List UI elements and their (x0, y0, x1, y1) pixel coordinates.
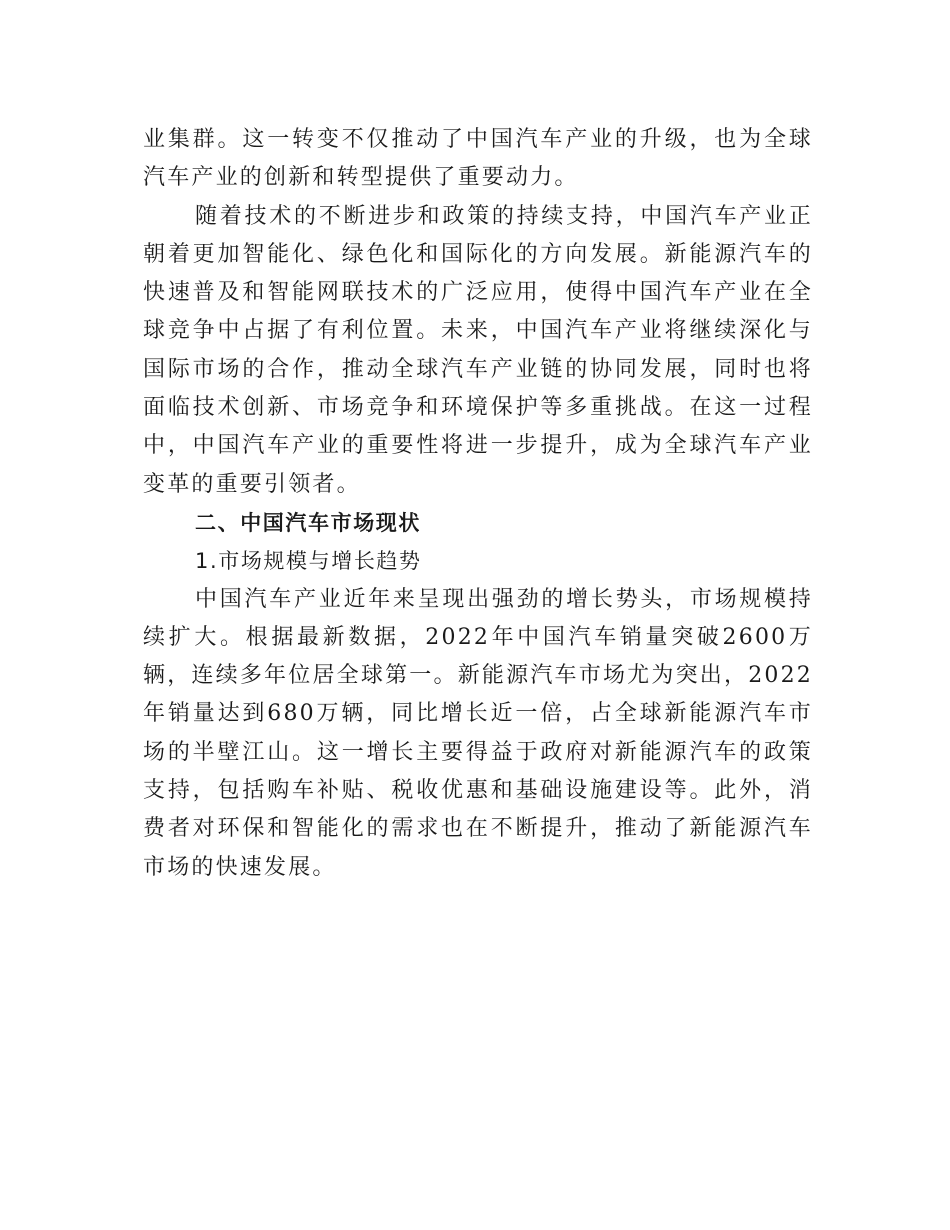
paragraph-development-outlook: 随着技术的不断进步和政策的持续支持，中国汽车产业正朝着更加智能化、绿色化和国际化的方向发展。新能源汽车的快速普及和智能网联技术的广泛应用，使得中国汽车产业在全球竞争中占据了有利位置。未来，中国汽车产业将继续深化与国际市场的合作，推动全球汽车产业链的协同发展，同时也将面临技术创新、市场竞争和环境保护等多重挑战。在这一过程中，中国汽车产业的重要性将进一步提升，成为全球汽车产业变革的重要引领者。 (143, 203, 813, 497)
paragraph-continuation: 业集群。这一转变不仅推动了中国汽车产业的升级，也为全球汽车产业的创新和转型提供了重要动力。 (143, 127, 813, 191)
document-body (143, 121, 813, 887)
section-heading: 二、中国汽车市场现状 (195, 510, 421, 535)
paragraph-market-scale: 中国汽车产业近年来呈现出强劲的增长势头，市场规模持续扩大。根据最新数据，2022年中国汽车销量突破2600万辆，连续多年位居全球第一。新能源汽车市场尤为突出，2022年销量达到680万辆，同比增长近一倍，占全球新能源汽车市场的半壁江山。这一增长主要得益于政府对新能源汽车的政策支持，包括购车补贴、税收优惠和基础设施建设等。此外，消费者对环保和智能化的需求也在不断提升，推动了新能源汽车市场的快速发展。 (143, 586, 813, 880)
subsection-heading: 1.市场规模与增长趋势 (195, 549, 422, 574)
